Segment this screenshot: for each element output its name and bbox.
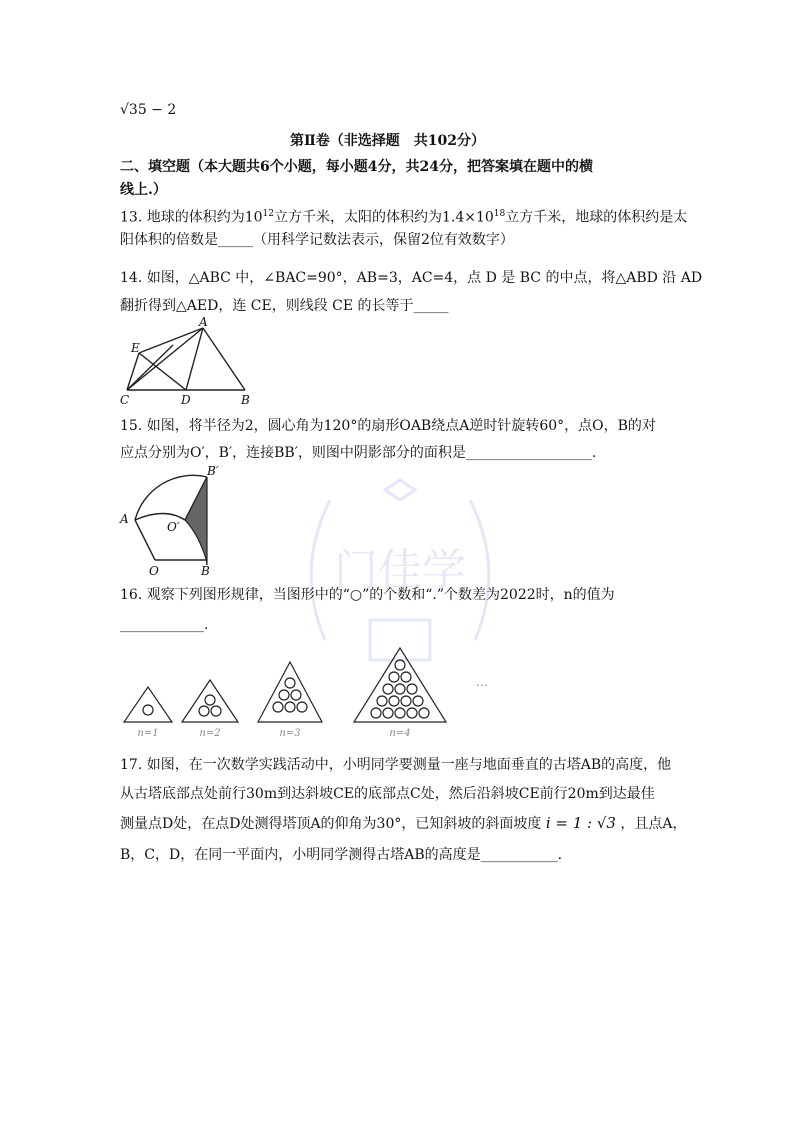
section-title: 第Ⅱ卷（非选择题 共102分） [290, 133, 486, 149]
q14-label-b: B [241, 393, 250, 407]
q17-slope-ratio: i = 1 : √3 [545, 814, 616, 832]
q16-caption-n3: n=3 [279, 728, 301, 739]
q17-line4: B，C，D，在同一平面内，小明同学测得古塔AB的高度是___________. [120, 847, 563, 863]
q17-line2: 从古塔底部点处前行30m到达斜坡CE的底部点C处，然后沿斜坡CE前行20m到达最佳 [120, 786, 655, 802]
q15-line1: 15. 如图，将半径为2，圆心角为120°的扇形OAB绕点A逆时针旋转60°，点O，B的对 [120, 418, 656, 434]
q16-caption-n1: n=1 [137, 728, 159, 739]
q15-label-o: O [149, 564, 159, 578]
watermark-text: 门佳学 [334, 545, 466, 596]
q16-ellipsis: … [476, 675, 488, 689]
q15-label-b-prime: B′ [207, 465, 219, 478]
top-expression: √35 − 2 [120, 102, 177, 118]
section-heading-line2: 线上.） [120, 182, 167, 198]
q16-line2: ____________. [120, 617, 209, 633]
q13-line2: 阳体积的倍数是_____（用科学记数法表示，保留2位有效数字） [120, 232, 514, 248]
q15-label-o-prime: O′ [167, 520, 180, 534]
q16-line1: 16. 观察下列图形规律，当图形中的“○”的个数和“.”个数差为2022时，n的值为 [120, 587, 615, 603]
q15-label-a: A [120, 512, 129, 526]
q15-figure [115, 465, 225, 584]
q14-label-e: E [131, 341, 140, 355]
q15-label-b: B [201, 564, 210, 578]
q16-caption-n4: n=4 [389, 728, 411, 739]
section-heading-line1: 二、填空题（本大题共6个小题，每小题4分，共24分，把答案填在题中的横 [120, 159, 593, 175]
q14-label-c: C [120, 393, 130, 407]
q16-caption-n2: n=2 [199, 728, 221, 739]
q15-line2: 应点分别为O′，B′，连接BB′，则图中阴影部分的面积是__________________. [120, 445, 597, 461]
q13-line1: 13. 地球的体积约为$10^{12}$立方千米，太阳的体积约为$1.4\times 10^{18}$立方千米，地球的体积约是太 [120, 209, 688, 226]
q14-line2: 翻折得到△AED，连 CE，则线段 CE 的长等于_____ [120, 298, 449, 314]
q14-label-d: D [181, 393, 191, 407]
q16-figures [118, 640, 498, 744]
q17-line3: 测量点D处，在点D处测得塔顶A的仰角为30°，已知斜坡的斜面坡度 i = 1 : √3 ，且点A， [120, 814, 687, 832]
q14-line1: 14. 如图，△ABC 中，∠BAC=90°，AB=3，AC=4，点 D 是 BC 的中点，将△ABD 沿 AD [120, 270, 703, 286]
q14-figure [115, 315, 260, 414]
q14-label-a: A [199, 315, 208, 329]
q17-line1: 17. 如图，在一次数学实践活动中，小明同学要测量一座与地面垂直的古塔AB的高度，他 [120, 757, 672, 773]
